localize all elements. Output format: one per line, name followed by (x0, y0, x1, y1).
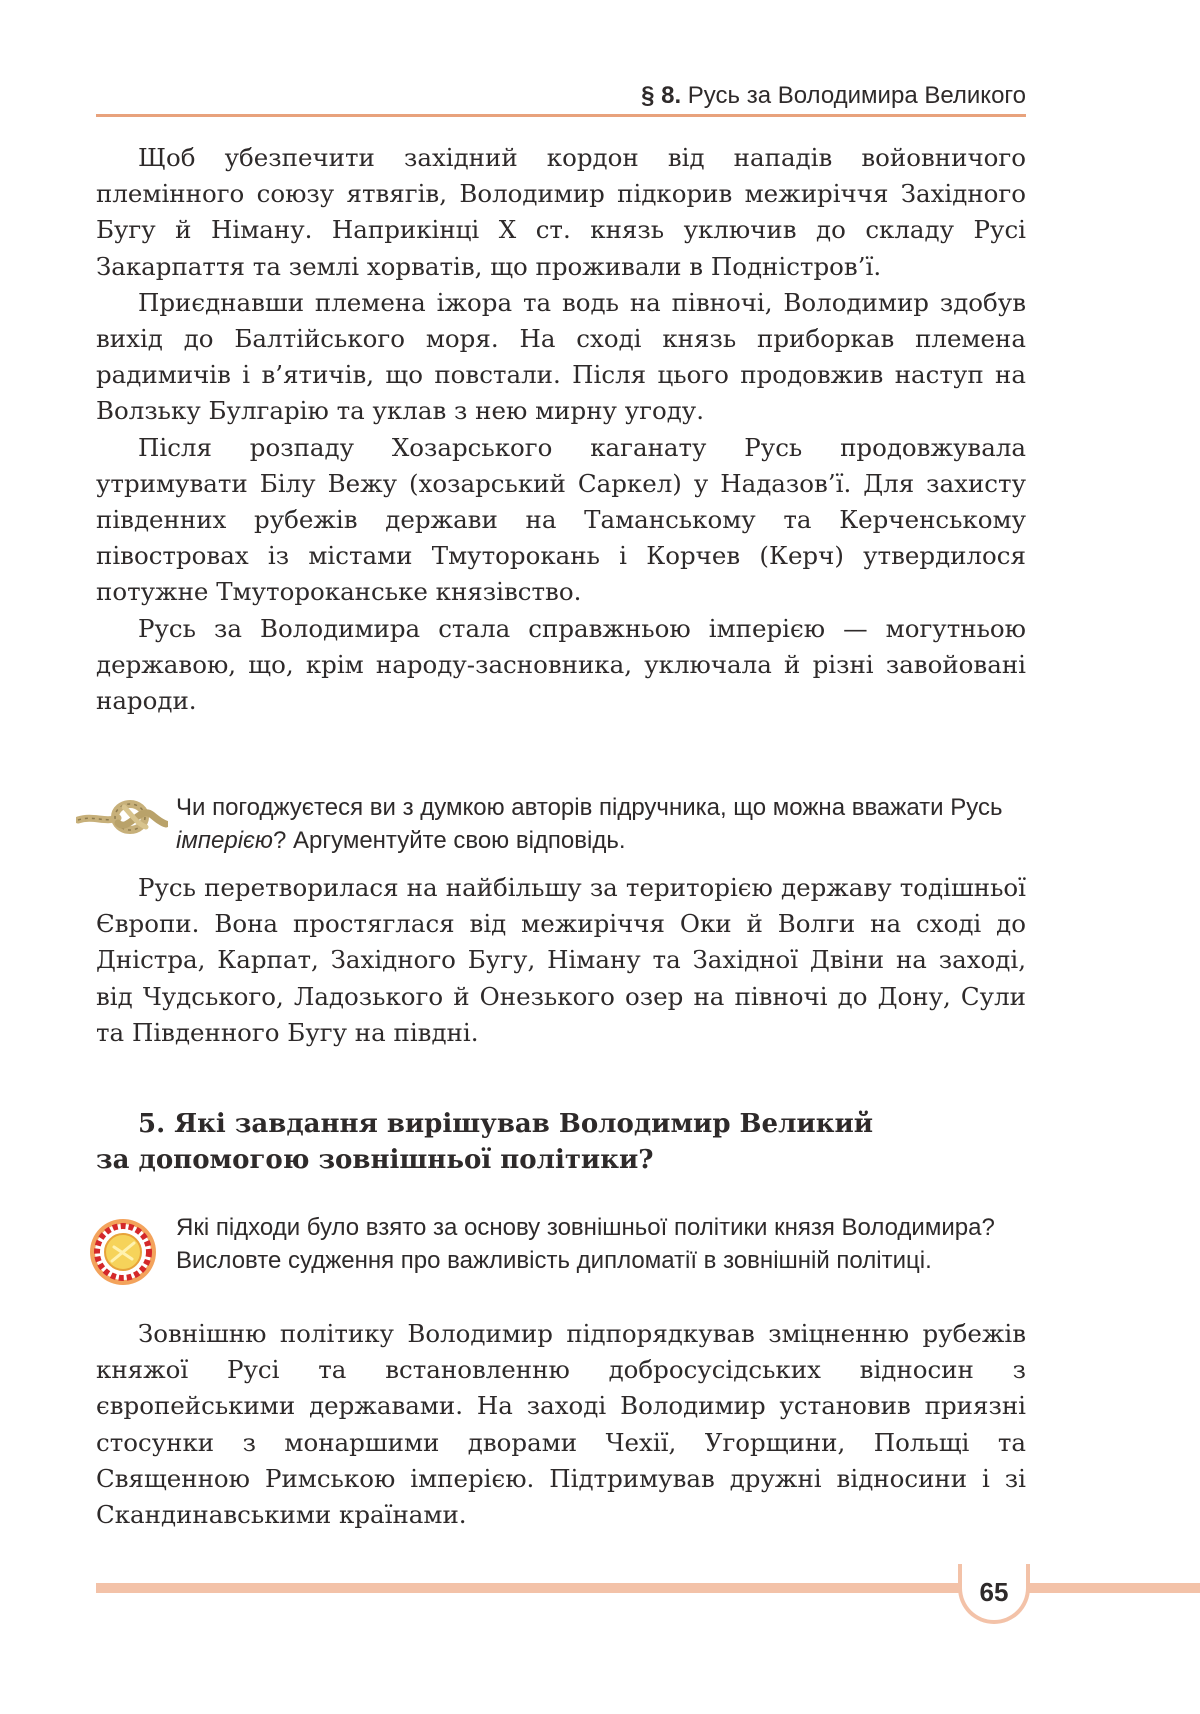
emphasis-word: імперією (176, 827, 273, 854)
page-number: 65 (958, 1564, 1030, 1624)
paragraph: Русь за Володимира стала справжньою імперією — могутньою державою, що, крім народу-засновника, уключала й різні завойовані народи. (96, 613, 1026, 716)
paragraph: Русь перетворилася на найбільшу за територією державу тодішньої Європи. Вона простяглася від межиріччя Оки й Волги на сході до Дністра, Карпат, Західного Бугу, Німану та Західної Двіни на заході, від Чудського, Ладозького й Онезького озер на півночі до Дону, Сули та Південного Бугу на півдні. (96, 873, 1026, 1047)
section-heading-line-1: 5. Які завдання вирішував Володимир Великий (138, 1109, 874, 1139)
running-header (96, 82, 1026, 114)
paragraph: Щоб убезпечити західний кордон від нападів войовничого племінного союзу ятвягів, Володимир підкорив межиріччя Західного Бугу й Німану. Наприкінці X ст. князь уключив до складу Русі Закарпаття та землі хорватів, що проживали в Подністров’ї. (96, 143, 1026, 281)
question-box-1 (76, 791, 1026, 861)
question-box-2 (76, 1211, 1026, 1313)
knot-icon (76, 793, 168, 852)
text-block-1 (96, 140, 1026, 719)
section-number: § 8. (641, 82, 682, 109)
text-block-2 (96, 870, 1026, 1051)
paragraph: Зовнішню політику Володимир підпорядкував зміцненню рубежів княжої Русі та встановленню добросусідських відносин з європейськими державами. На заході Володимир установив приязні стосунки з монаршими дворами Чехії, Угорщини, Польщі та Священною Римською імперією. Підтримував дружні відносини і зі Скандинавськими країнами. (96, 1319, 1026, 1530)
paragraph: Після розпаду Хозарського каганату Русь продовжувала утримувати Білу Вежу (хозарський Саркел) у Надазов’ї. Для захисту південних рубежів держави на Таманському та Керченському півостровах із містами Тмуторокань і Корчев (Керч) утвердилося потужне Тмутороканське князівство. (96, 432, 1026, 607)
question-text-1: Чи погоджуєтеся ви з думкою авторів підручника, що можна вважати Русь імперією? Аргументуйте свою відповідь. (176, 794, 1003, 854)
paragraph: Приєднавши племена іжора та водь на півночі, Володимир здобув вихід до Балтійського моря. На сході князь приборкав племена радимичів і в’ятичів, що повстали. Після цього продовжив наступ на Волзьку Булгарію та уклав з нею мирну угоду. (96, 287, 1026, 426)
section-heading-line-2: за допомогою зовнішньої політики? (96, 1145, 654, 1175)
header-rule (96, 114, 1026, 117)
question-text-2: Які підходи було взято за основу зовнішньої політики князя Володимира? Висловте судження про важливість дипломатії в зовнішній політиці. (176, 1214, 995, 1274)
section-heading (96, 1106, 1026, 1178)
chapter-title: Русь за Володимира Великого (687, 82, 1026, 109)
footer-rule (96, 1583, 1200, 1593)
text-block-3 (96, 1316, 1026, 1533)
sun-ornament-icon (88, 1217, 158, 1296)
